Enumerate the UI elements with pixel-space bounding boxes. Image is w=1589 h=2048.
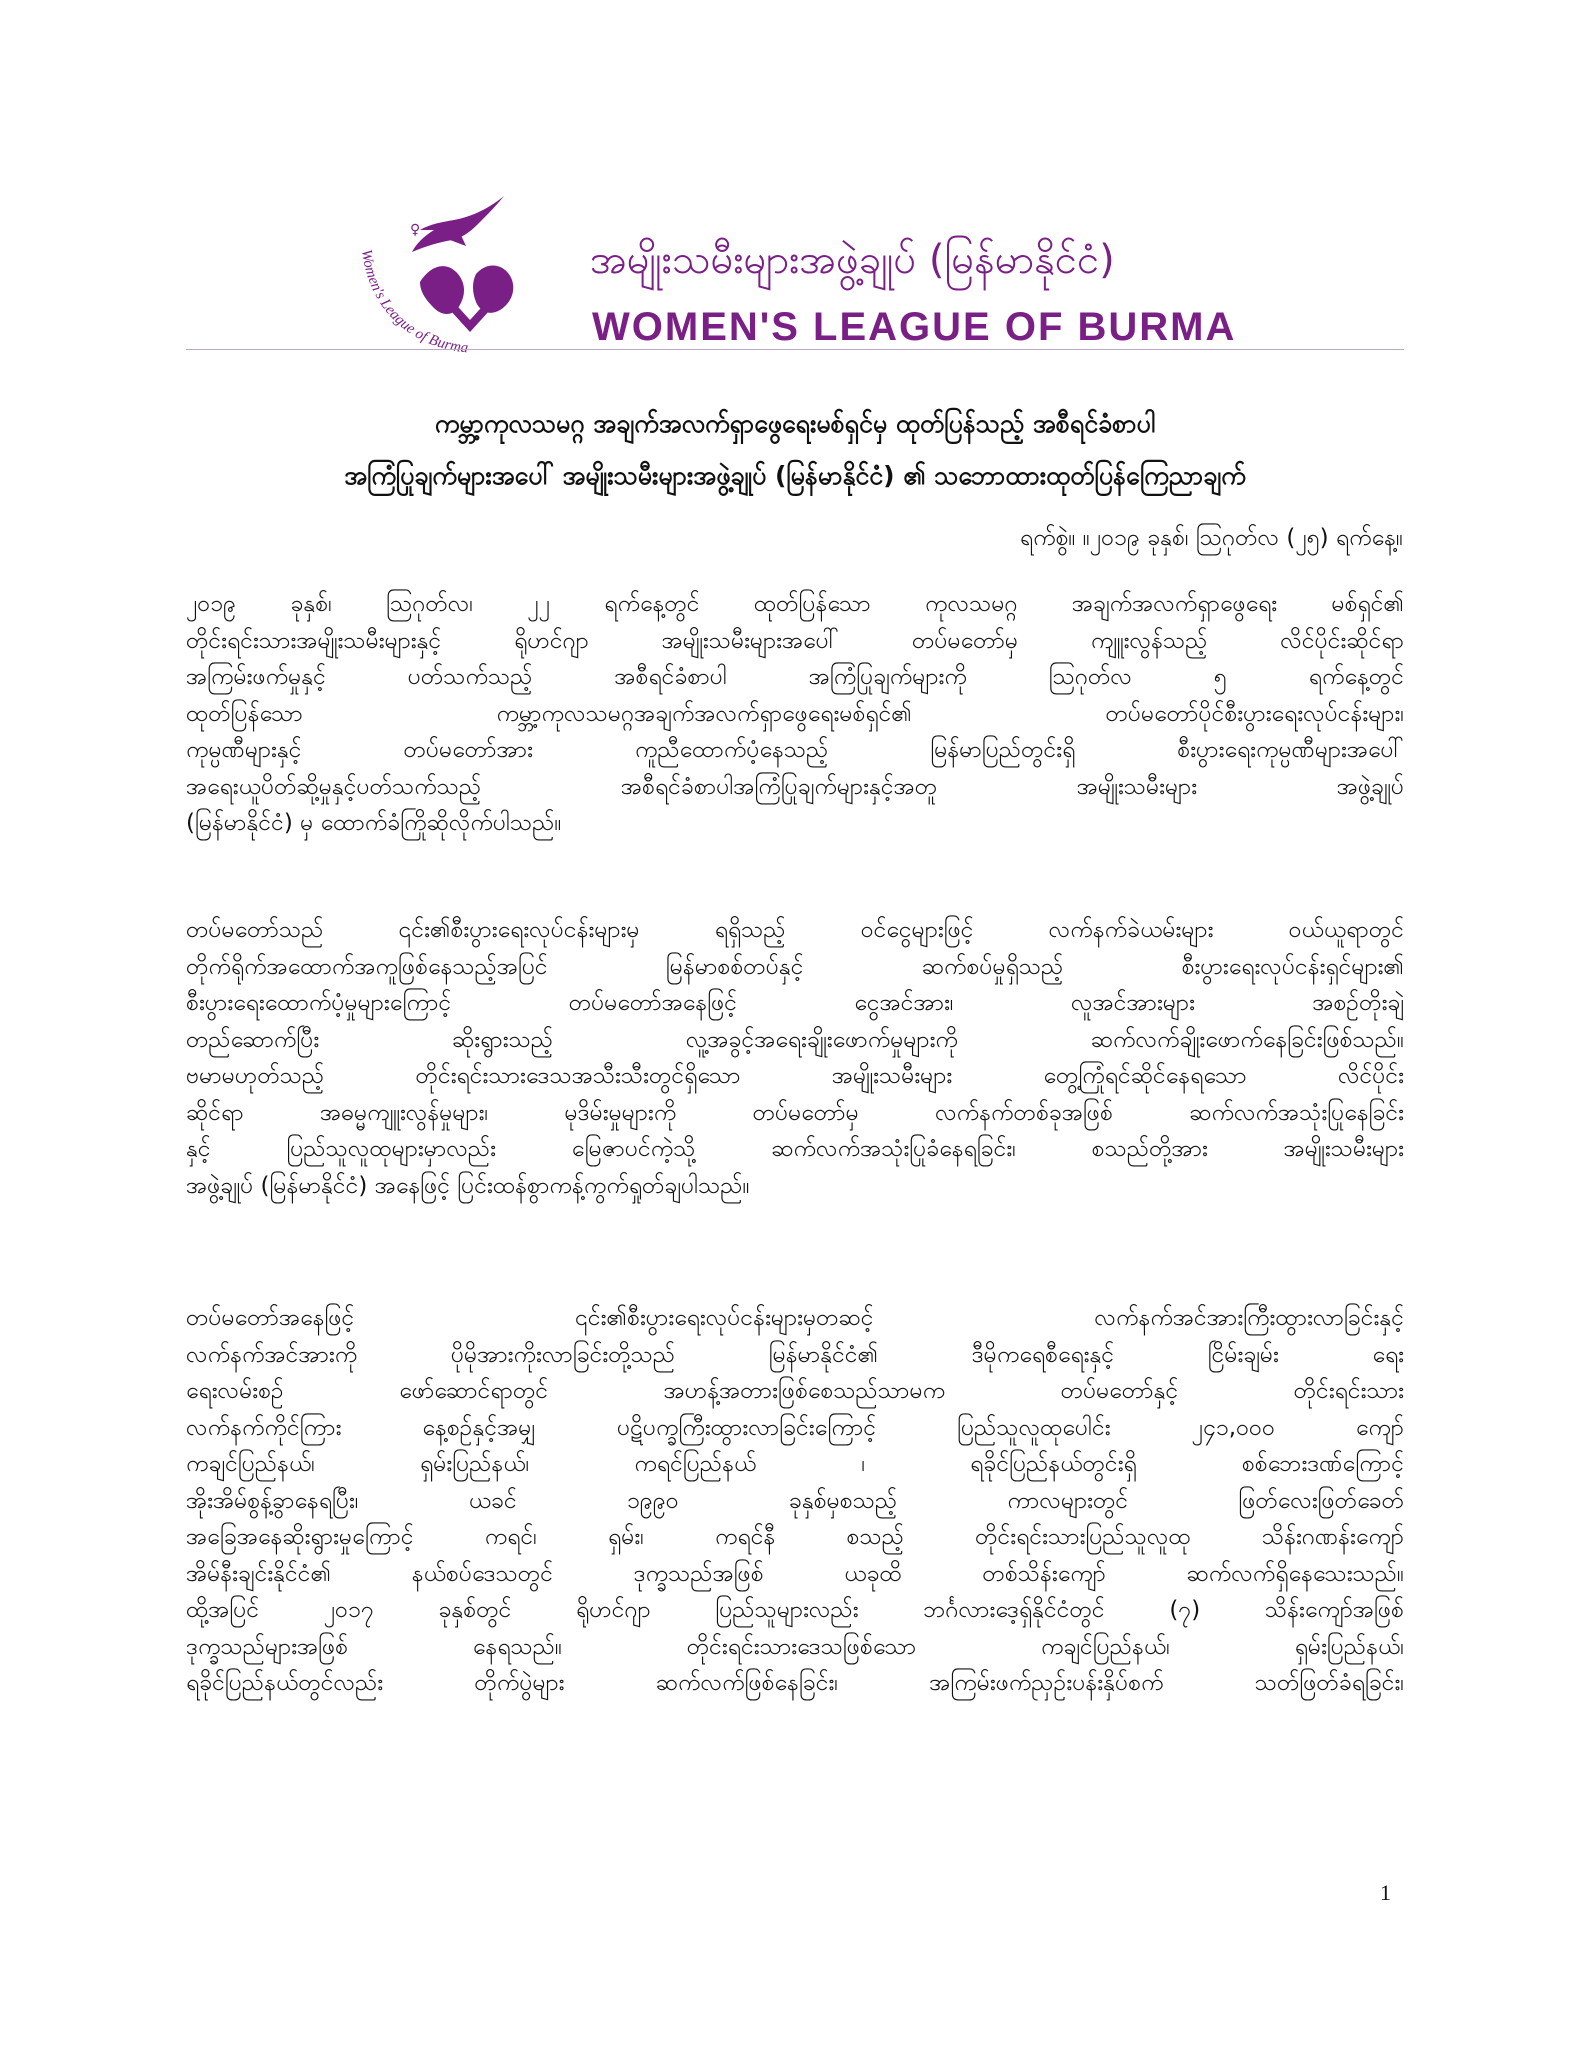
dove-hands-logo-icon: [354, 186, 564, 358]
paragraph-line: ဒုက္ခသည်များအဖြစ် နေရသည်။ တိုင်းရင်းသားဒေသဖြစ်သော ကချင်ပြည်နယ်၊ ရှမ်းပြည်နယ်၊: [186, 1633, 1404, 1660]
title-line-1: ကမ္ဘာ့ကုလသမဂ္ဂ အချက်အလက်ရှာဖွေရေးမစ်ရှင်မှ ထုတ်ပြန်သည့် အစီရင်ခံစာပါ: [434, 409, 1156, 438]
paragraph-line: ထုတ်ပြန်သော ကမ္ဘာ့ကုလသမဂ္ဂအချက်အလက်ရှာဖွေရေးမစ်ရှင်၏ တပ်မတော်ပိုင်စီးပွားရေးလုပ်ငန်းများ၊: [186, 700, 1404, 727]
paragraph-line: ထို့အပြင် ၂၀၁၇ ခုနှစ်တွင် ရိုဟင်ဂျာ ပြည်သူများလည်း ဘင်္ဂလားဒေ့ရှ်နိုင်ငံတွင် (၇) သိန်းကျော်အဖြစ်: [186, 1597, 1404, 1623]
header-divider: [186, 349, 1404, 350]
paragraph-1: [186, 586, 1404, 842]
paragraph-line: တိုက်ရိုက်အထောက်အကူဖြစ်နေသည့်အပြင် မြန်မာစစ်တပ်နှင့် ဆက်စပ်မှုရှိသည့် စီးပွားရေးလုပ်ငန်းရှင်များ၏: [186, 953, 1404, 980]
paragraph-line: တပ်မတော်အနေဖြင့် ၎င်း၏စီးပွားရေးလုပ်ငန်းများမှတဆင့် လက်နက်အင်အားကြီးထွားလာခြင်းနှင့်: [186, 1305, 1404, 1331]
paragraph-line: အရေးယူပိတ်ဆို့မှုနှင့်ပတ်သက်သည့် အစီရင်ခံစာပါအကြံပြုချက်များနှင့်အတူ အမျိုးသမီးများ အဖွဲ့ချုပ်: [186, 773, 1404, 800]
paragraph-line: ဆိုင်ရာ အဓမ္မကျူးလွန်မှုများ၊ မုဒိမ်းမှုများကို တပ်မတော်မှ လက်နက်တစ်ခုအဖြစ် ဆက်လက်အသုံးပြုနေခြင်း: [186, 1099, 1404, 1126]
page-number: 1: [1380, 1880, 1391, 1905]
paragraph-line: တည်ဆောက်ပြီး ဆိုးရွားသည့် လူ့အခွင့်အရေးချိုးဖောက်မှုများကို ဆက်လက်ချိုးဖောက်နေခြင်းဖြစ်သည်။: [186, 1026, 1404, 1053]
paragraph-line: ၂၀၁၉ ခုနှစ်၊ ဩဂုတ်လ၊ ၂၂ ရက်နေ့တွင် ထုတ်ပြန်သော ကုလသမဂ္ဂ အချက်အလက်ရှာဖွေရေး မစ်ရှင်၏: [186, 591, 1404, 617]
paragraph-line: (မြန်မာနိုင်ငံ) မှ ထောက်ခံကြိုဆိုလိုက်ပါသည်။: [186, 810, 562, 836]
paragraph-line: ကချင်ပြည်နယ်၊ ရှမ်းပြည်နယ်၊ ကရင်ပြည်နယ် ၊ ရခိုင်ပြည်နယ်တွင်းရှိ စစ်ဘေးဒဏ်ကြောင့်: [186, 1451, 1404, 1477]
paragraph-line: လက်နက်ကိုင်ကြား နေ့စဉ်နှင့်အမျှ ပဋိပက္ခကြီးထွားလာခြင်းကြောင့် ပြည်သူလူထုပေါင်း ၂၄၁,၀၀၀ ကျော်: [186, 1414, 1404, 1441]
logo-text: Women's League of Burma: [357, 248, 469, 357]
title-line-2: အကြံပြုချက်များအပေါ် အမျိုးသမီးများအဖွဲ့ချုပ် (မြန်မာနိုင်ငံ) ၏ သဘောထားထုတ်ပြန်ကြေညာချက်: [344, 461, 1246, 490]
paragraph-line: နှင့် ပြည်သူလူထုများမှာလည်း မြေဇာပင်ကဲ့သို့ ဆက်လက်အသုံးပြုခံနေရခြင်း၊ စသည်တို့အား အမျိုးသမီးများ: [186, 1136, 1404, 1162]
paragraph-line: ရခိုင်ပြည်နယ်တွင်လည်း တိုက်ပွဲများ ဆက်လက်ဖြစ်နေခြင်း၊ အကြမ်းဖက်ညှဉ်းပန်းနှိပ်စက် သတ်ဖြတ်ခံရခြင်း၊: [186, 1670, 1404, 1696]
letterhead: [186, 186, 1404, 358]
svg-text:♀: ♀: [410, 222, 421, 238]
paragraph-3: [186, 1300, 1404, 1702]
paragraph-line: အကြမ်းဖက်မှုနှင့် ပတ်သက်သည့် အစီရင်ခံစာပါ အကြံပြုချက်များကို ဩဂုတ်လ ၅ ရက်နေ့တွင်: [186, 664, 1404, 690]
document-date: ရက်စွဲ။ ။၂၀၁၉ ခုနှစ်၊ ဩဂုတ်လ (၂၅) ရက်နေ့။: [1019, 525, 1403, 551]
paragraph-line: အခြေအနေဆိုးရွားမှုကြောင့် ကရင်၊ ရှမ်း၊ ကရင်နီ စသည့် တိုင်းရင်းသားပြည်သူလူထု သိန်းဂဏန်းကျော်: [186, 1524, 1404, 1550]
paragraph-line: အိမ်နီးချင်းနိုင်ငံ၏ နယ်စပ်ဒေသတွင် ဒုက္ခသည်အဖြစ် ယခုထိ တစ်သိန်းကျော် ဆက်လက်ရှိနေသေးသည်။: [186, 1560, 1404, 1587]
paragraph-line: စီးပွားရေးထောက်ပံ့မှုများကြောင့် တပ်မတော်အနေဖြင့် ငွေအင်အား၊ လူအင်အားများ အစဉ်တိုးချဲ့: [186, 990, 1404, 1016]
paragraph-2: [186, 912, 1404, 1204]
paragraph-line: ရေးလမ်းစဉ် ဖော်ဆောင်ရာတွင် အဟန့်အတားဖြစ်စေသည်သာမက တပ်မတော်နှင့် တိုင်းရင်းသား: [186, 1378, 1404, 1404]
paragraph-line: တပ်မတော်သည် ၎င်း၏စီးပွားရေးလုပ်ငန်းများမှ ရရှိသည့် ဝင်ငွေများဖြင့် လက်နက်ခဲယမ်းများ ဝယ်ယူရာတွင်: [186, 917, 1404, 943]
document-title: [186, 398, 1404, 502]
paragraph-line: အိုးအိမ်စွန့်ခွာနေရပြီး၊ ယခင် ၁၉၉၀ ခုနှစ်မှစသည့် ကာလများတွင် ဖြတ်လေးဖြတ်ခေတ်: [186, 1487, 1404, 1514]
org-name-english: WOMEN'S LEAGUE OF BURMA: [592, 305, 1237, 349]
org-name-burmese: အမျိုးသမီးများအဖွဲ့ချုပ် (မြန်မာနိုင်ငံ): [590, 237, 1115, 283]
paragraph-line: ဗမာမဟုတ်သည့် တိုင်းရင်းသားဒေသအသီးသီးတွင်ရှိသော အမျိုးသမီးများ တွေ့ကြုံရင်ဆိုင်နေရသော လိင်ပိုင်း: [186, 1063, 1404, 1089]
paragraph-line: လက်နက်အင်အားကို ပိုမိုအားကိုးလာခြင်းတို့သည် မြန်မာနိုင်ငံ၏ ဒီမိုကရေစီရေးနှင့် ငြိမ်းချမ်း ရေး: [186, 1341, 1404, 1368]
paragraph-line: အဖွဲ့ချုပ် (မြန်မာနိုင်ငံ) အနေဖြင့် ပြင်းထန်စွာကန့်ကွက်ရှုတ်ချပါသည်။: [186, 1172, 750, 1199]
paragraph-line: တိုင်းရင်းသားအမျိုးသမီးများနှင့် ရိုဟင်ဂျာ အမျိုးသမီးများအပေါ် တပ်မတော်မှ ကျူးလွန်သည့် လိင်ပိုင်းဆိုင်ရာ: [186, 627, 1404, 654]
paragraph-line: ကုမ္ပဏီများနှင့် တပ်မတော်အား ကူညီထောက်ပံ့နေသည့် မြန်မာပြည်တွင်းရှိ စီးပွားရေးကုမ္ပဏီများအပေါ်: [186, 737, 1404, 763]
